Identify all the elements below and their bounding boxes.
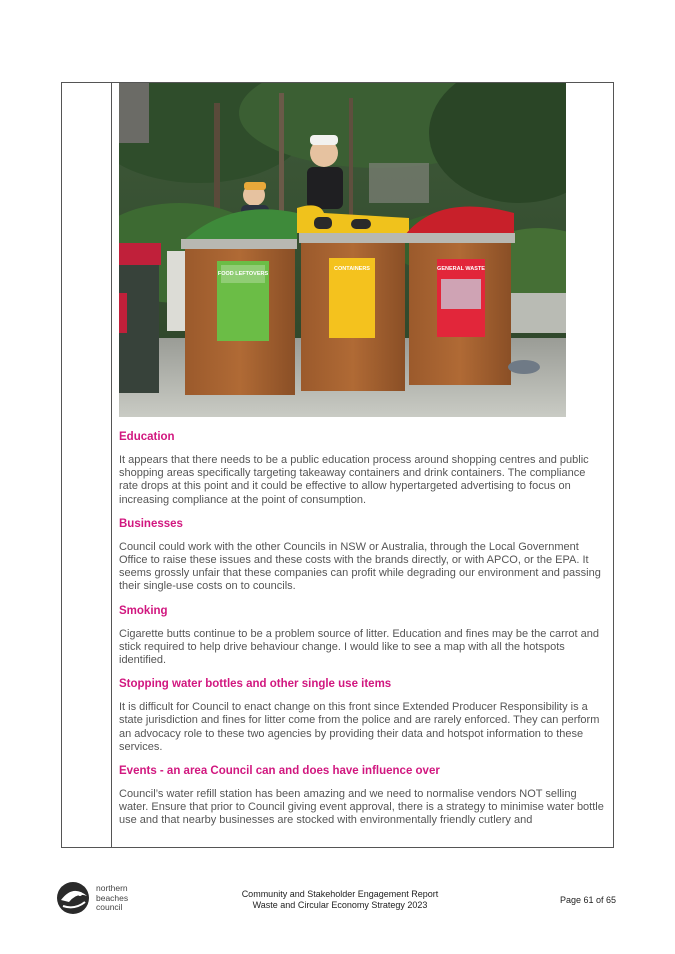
page-number: Page 61 of 65	[560, 895, 617, 905]
bin-sign-general: GENERAL WASTE	[437, 266, 485, 272]
footer-report-title	[220, 889, 460, 911]
section-education	[119, 430, 607, 507]
section-heading: Events - an area Council can and does have influence over	[119, 765, 440, 778]
section-body: Council’s water refill station has been amazing and we need to normalise vendors NOT selling water. Ensure that prior to Council giving event approval, there is a strategy to minimise water bottle use and that nearby businesses are stocked with environmentally friendly cutlery and	[119, 788, 604, 827]
column-divider	[111, 82, 112, 848]
logo-line: northern	[96, 883, 128, 893]
report-line-1: Community and Stakeholder Engagement Report	[241, 889, 439, 899]
bin-sign-containers: CONTAINERS	[334, 266, 370, 272]
section-body: Cigarette butts continue to be a problem source of litter. Education and fines may be the carrot and stick required to help drive behaviour change. I would like to see a map with all the hotspots identified.	[119, 627, 600, 667]
section-heading: Education	[119, 431, 175, 443]
bin-sign-food: FOOD LEFTOVERS	[217, 271, 269, 277]
section-businesses	[119, 517, 607, 594]
report-line-2: Waste and Circular Economy Strategy 2023	[252, 900, 428, 910]
section-heading: Stopping water bottles and other single use items	[119, 678, 392, 691]
section-smoking	[119, 604, 607, 668]
logo-line: council	[96, 902, 123, 912]
section-heading: Smoking	[119, 604, 168, 617]
section-heading: Businesses	[119, 517, 183, 530]
recycling-bins-photo	[119, 83, 566, 417]
logo-wordmark	[96, 884, 128, 913]
main-content	[119, 430, 607, 838]
section-body: It appears that there needs to be a public education process around shopping centres and public shopping areas specifically targeting takeaway containers and drink containers. The compliance rate drops at this point and it could be effective to allow hypertargeted advertising to focus on increasing compliance at the point of consumption.	[119, 454, 589, 506]
section-water-bottles	[119, 677, 607, 754]
section-events	[119, 764, 607, 828]
section-body: It is difficult for Council to enact change on this front since Extended Producer Responsibility is a state jurisdiction and fines for litter come from the police and are rarely enforced. They can perform an advocacy role to these two agencies by providing their data and hotspot information to these services.	[119, 701, 600, 753]
logo-line: beaches	[96, 892, 129, 903]
section-body: Council could work with the other Councils in NSW or Australia, through the Local Government Office to raise these issues and these costs with the brands directly, or with APCO, or the EPA. It seems grossly unfair that these companies can profit while degrading our environment and passing their single-use costs on to councils.	[119, 540, 601, 593]
